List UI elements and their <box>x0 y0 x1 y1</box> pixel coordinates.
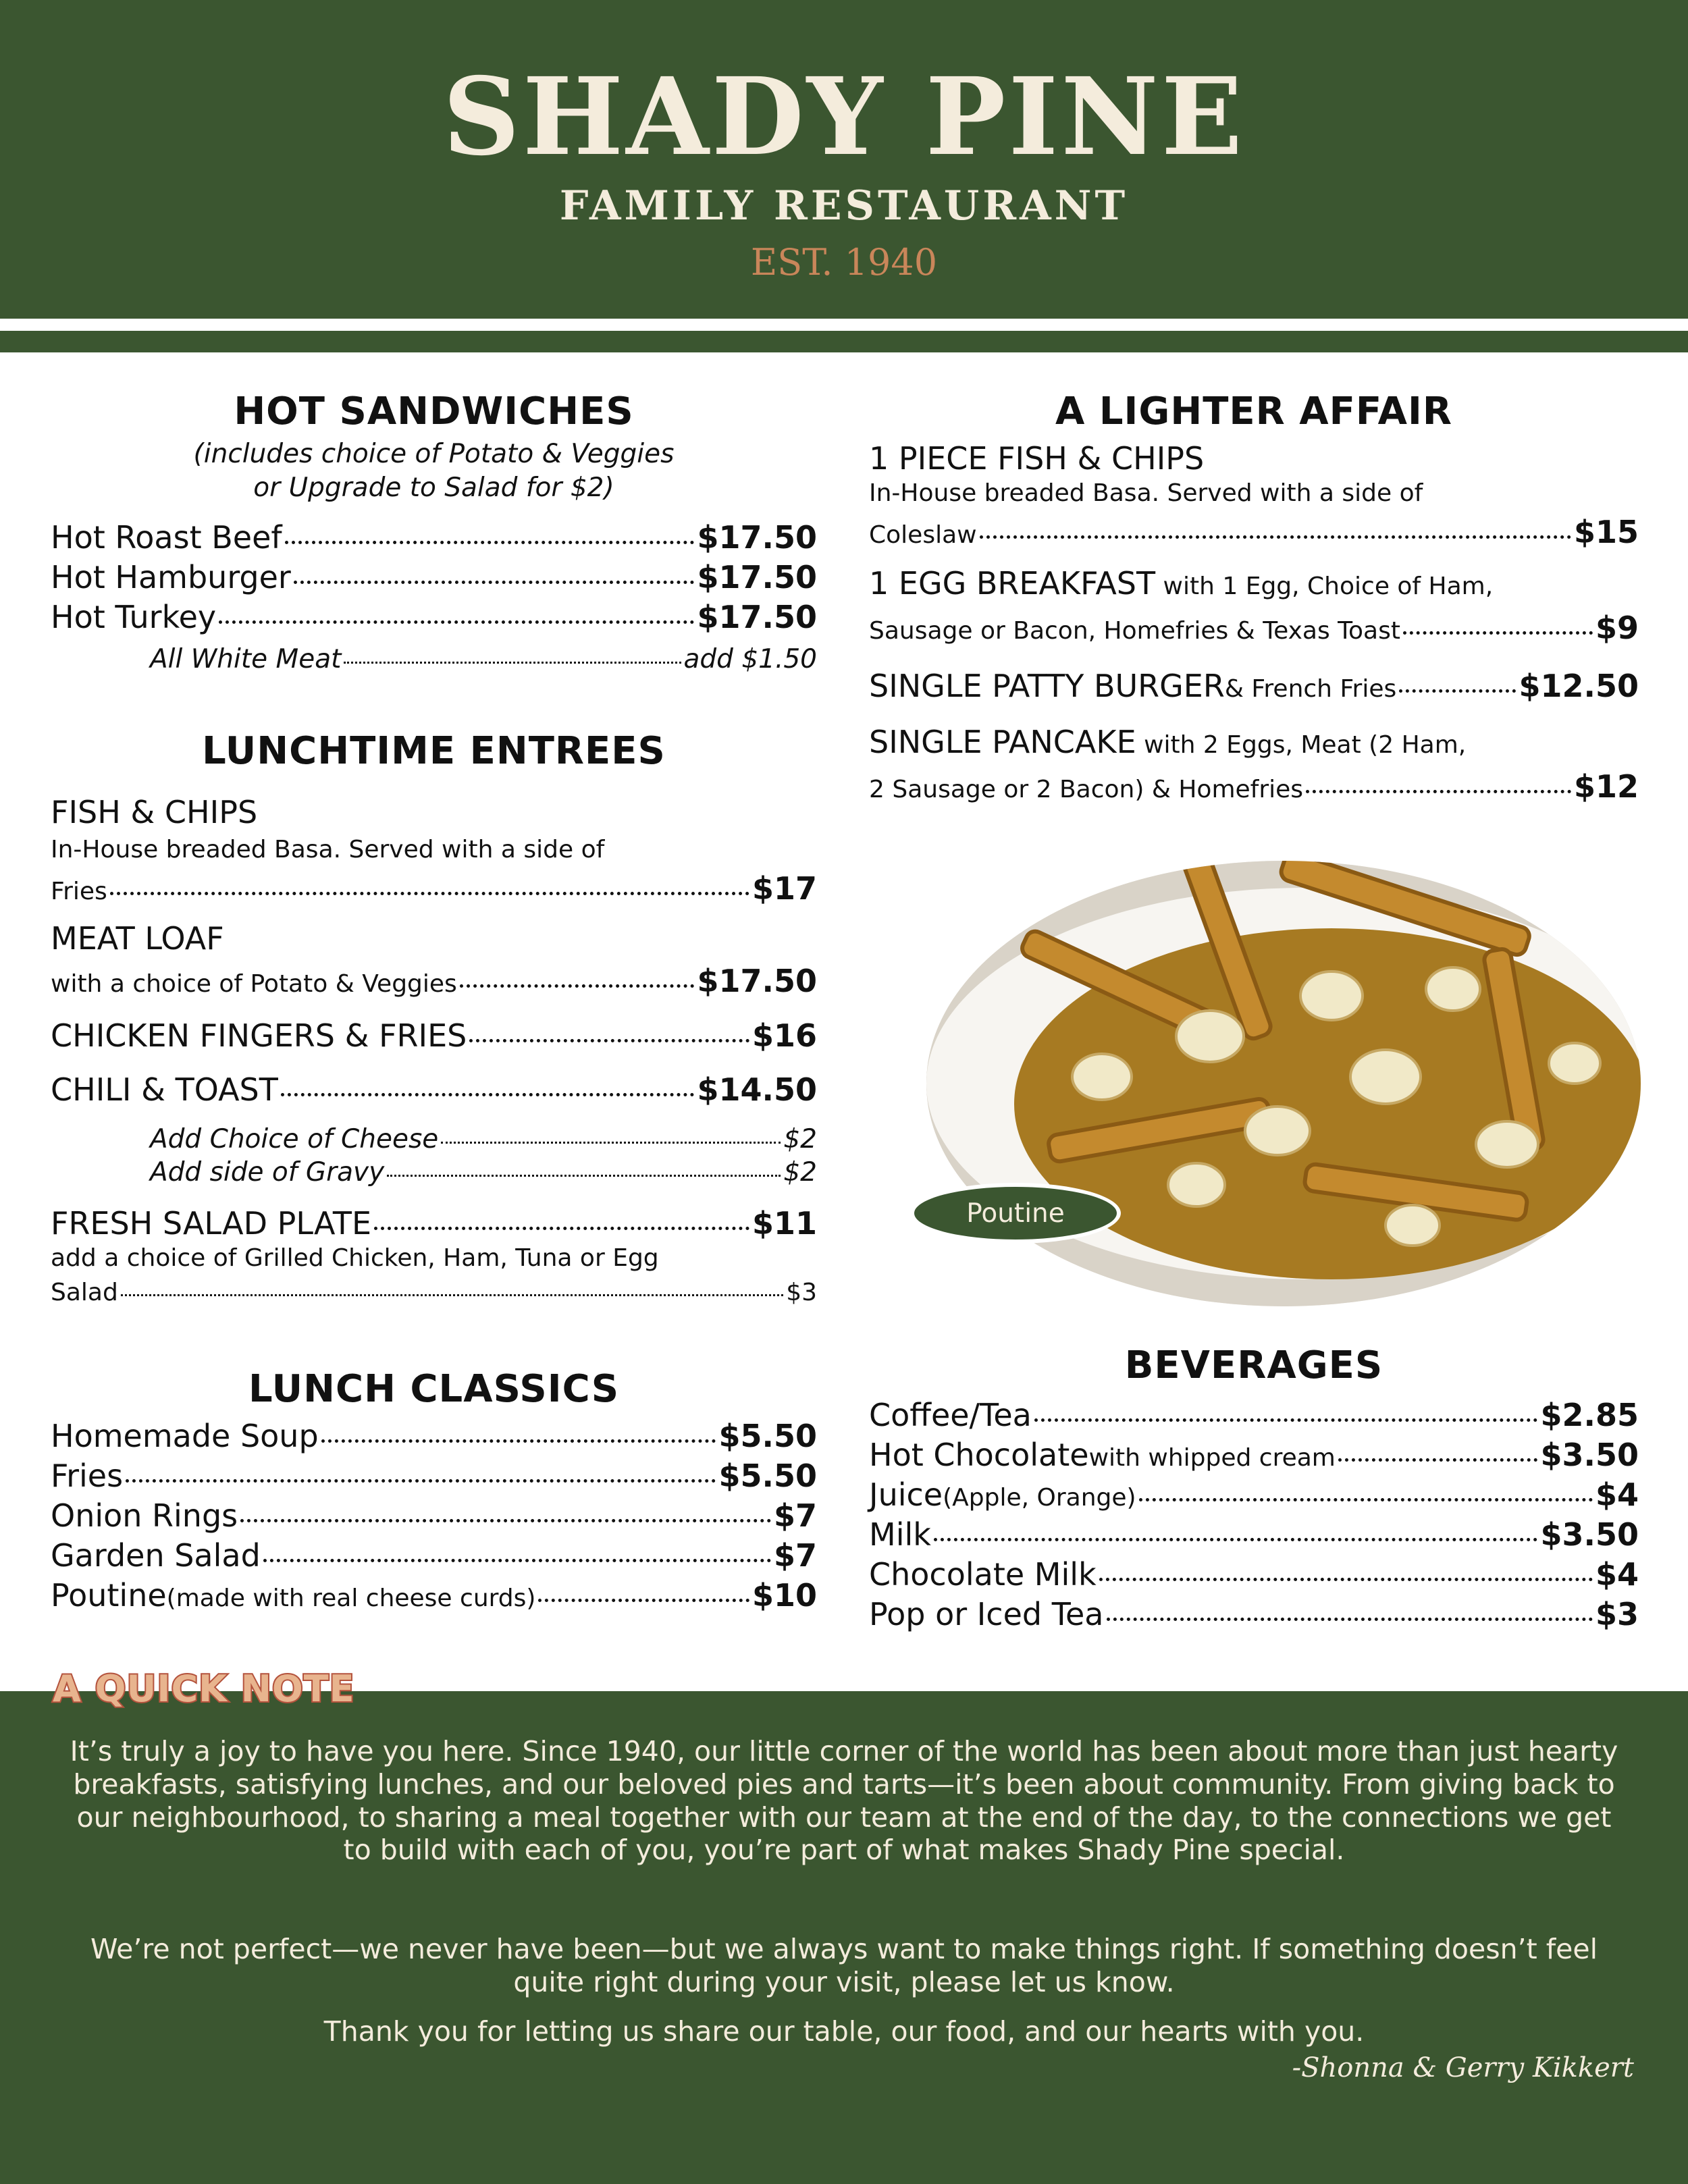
menu-item: Fries $5.50 <box>51 1458 817 1494</box>
restaurant-subtitle: FAMILY RESTAURANT <box>559 182 1129 230</box>
header-divider <box>0 319 1688 331</box>
item-description: add a choice of Grilled Chicken, Ham, Tuna or Egg <box>51 1244 659 1273</box>
menu-item: Juice (Apple, Orange) $4 <box>869 1476 1639 1513</box>
lighter-affair-section <box>869 390 1639 809</box>
item-list <box>51 1418 817 1617</box>
menu-item: Hot Chocolate with whipped cream $3.50 <box>869 1437 1639 1473</box>
menu-item: CHICKEN FINGERS & FRIES $16 <box>51 1017 817 1055</box>
menu-item: Hot Turkey $17.50 <box>51 599 817 636</box>
item-description: In-House breaded Basa. Served with a side of <box>869 479 1423 507</box>
menu-item <box>869 440 1639 554</box>
quick-note-title: A QUICK NOTE <box>53 1668 355 1710</box>
menu-item: Onion Rings $7 <box>51 1497 817 1534</box>
item-list <box>869 1397 1639 1636</box>
quick-note-paragraph: Thank you for letting us share our table, our food, and our hearts with you. <box>323 2015 1365 2048</box>
menu-item: Garden Salad $7 <box>51 1537 817 1574</box>
item-name: SINGLE PANCAKE <box>869 723 1136 760</box>
menu-item: 1 EGG BREAKFAST with 1 Egg, Choice of Ham, Sausage or Bacon, Homefries & Texas Toast $9 <box>869 565 1639 650</box>
menu-item: Milk $3.50 <box>869 1516 1639 1553</box>
menu-item: Hot Roast Beef $17.50 <box>51 519 817 556</box>
menu-item: SINGLE PANCAKE with 2 Eggs, Meat (2 Ham, 2 Sausage or 2 Bacon) & Homefries $12 <box>869 724 1639 809</box>
section-heading: LUNCH CLASSICS <box>248 1367 620 1411</box>
item-name: 1 EGG BREAKFAST <box>869 564 1156 602</box>
item-price-row: Fries $17 <box>51 870 817 907</box>
menu-item: Hot Hamburger $17.50 <box>51 559 817 596</box>
quick-note-paragraph: We’re not perfect—we never have been—but we always want to make things right. If something doesn’t feel quite right during your visit, please let us know. <box>90 1933 1598 1998</box>
beverages-section <box>869 1343 1639 1636</box>
item-price-row: Sausage or Bacon, Homefries & Texas Toast $9 <box>869 610 1639 647</box>
section-note: or Upgrade to Salad for $2) <box>253 472 614 503</box>
item-price-row: Salad $3 <box>51 1278 817 1306</box>
menu-addon: Add side of Gravy $2 <box>150 1157 817 1188</box>
item-price-row: 2 Sausage or 2 Bacon) & Homefries $12 <box>869 768 1639 805</box>
menu-item: Homemade Soup $5.50 <box>51 1418 817 1454</box>
menu-addon: Add Choice of Cheese $2 <box>150 1124 817 1155</box>
menu-item: Pop or Iced Tea $3 <box>869 1596 1639 1632</box>
section-heading: LUNCHTIME ENTREES <box>202 729 666 773</box>
lunchtime-entrees-section <box>51 729 817 1310</box>
item-name: MEAT LOAF <box>51 920 224 957</box>
signature: -Shonna & Gerry Kikkert <box>1292 2052 1634 2083</box>
quick-note-paragraph: It’s truly a joy to have you here. Since 1940, our little corner of the world has been about more than just hearty breakfasts, satisfying lunches, and our beloved pies and tarts—it’s been about community. From giving back to our neighbourhood, to sharing a meal together with our team at the end of the day, to the connections we get to build with each of you, you’re part of what makes Shady Pine special. <box>70 1735 1618 1867</box>
photo-caption: Poutine <box>910 1183 1121 1244</box>
menu-item: Chocolate Milk $4 <box>869 1556 1639 1593</box>
item-price-row: with a choice of Potato & Veggies $17.50 <box>51 962 817 999</box>
menu-item: SINGLE PATTY BURGER & French Fries $12.50 <box>869 667 1639 704</box>
section-heading: BEVERAGES <box>1124 1343 1383 1387</box>
established-year: EST. 1940 <box>750 241 938 284</box>
menu-item: Poutine (made with real cheese curds) $10 <box>51 1577 817 1614</box>
menu-item: CHILI & TOAST $14.50 <box>51 1071 817 1109</box>
lunch-classics-section <box>51 1367 817 1617</box>
restaurant-name: SHADY PINE <box>442 55 1246 180</box>
menu-item: Coffee/Tea $2.85 <box>869 1397 1639 1433</box>
menu-item <box>51 920 817 1003</box>
item-description: In-House breaded Basa. Served with a side of <box>51 836 605 863</box>
header-stripe <box>0 331 1688 352</box>
item-name: 1 PIECE FISH & CHIPS <box>869 440 1205 477</box>
item-price-row: Coleslaw $15 <box>869 514 1639 551</box>
section-heading: HOT SANDWICHES <box>234 390 634 433</box>
menu-addon: All White Meat add $1.50 <box>150 644 817 675</box>
hot-sandwiches-section <box>51 390 817 675</box>
item-price-row: FRESH SALAD PLATE $11 <box>51 1205 817 1242</box>
menu-item <box>51 1205 817 1310</box>
section-heading: A LIGHTER AFFAIR <box>1055 390 1452 433</box>
item-name: FISH & CHIPS <box>51 794 258 830</box>
section-note: (includes choice of Potato & Veggies <box>193 439 675 469</box>
menu-item <box>51 794 817 911</box>
item-list <box>51 519 817 674</box>
